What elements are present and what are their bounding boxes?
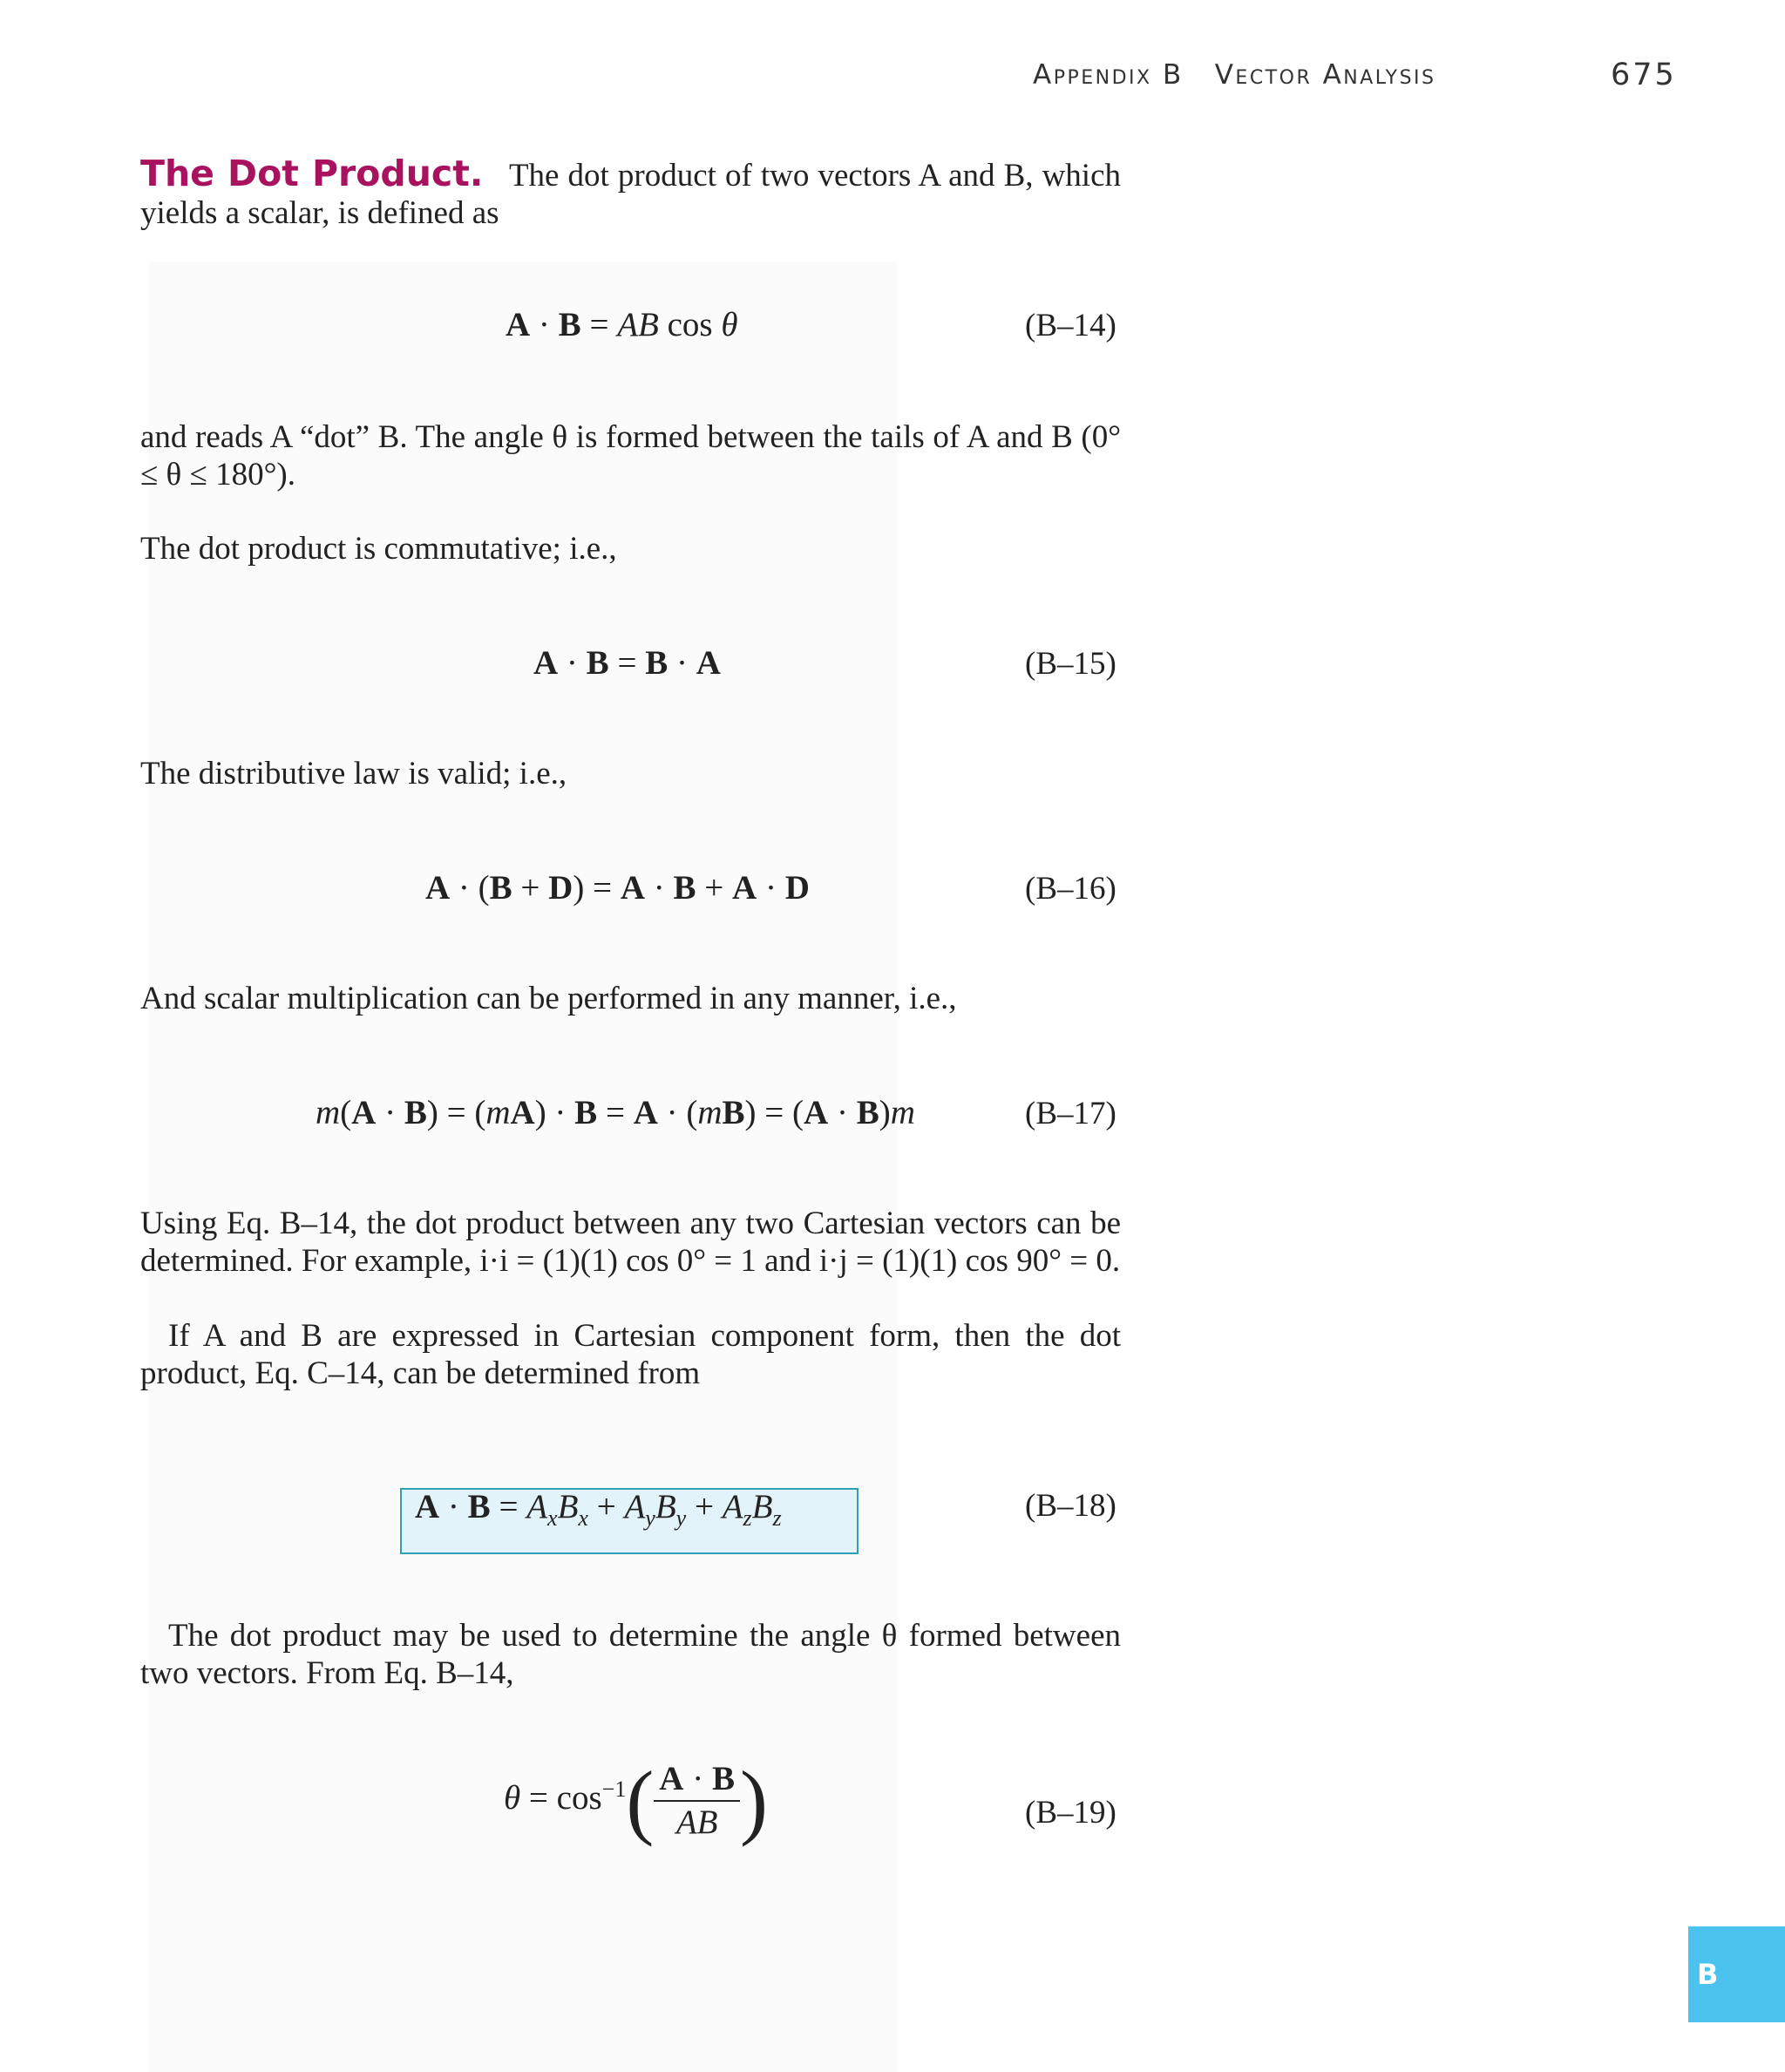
intro-text: The dot product of two vectors A and B, which yields a scalar, is defined as [140, 158, 1121, 231]
section-heading: The Dot Product. [140, 153, 484, 194]
appendix-tab [1688, 1926, 1785, 2022]
paragraph-commutative: The dot product is commutative; i.e., [140, 531, 617, 567]
paragraph-using: Using Eq. B–14, the dot product between any two Cartesian vectors can be determined. For example, i·i = (1)(1) cos 0° = 1 and i·j = (1)(1) cos 90° = 0. [140, 1206, 1121, 1279]
paragraph-if: If A and B are expressed in Cartesian component form, then the dot product, Eq. C–14, can be determined from [140, 1318, 1121, 1391]
equation-b15: A · B = B · A [533, 644, 721, 682]
equation-b19: $\theta = \cos^{-1}$( $\frac{A \cdot B}{AB}$ ) [504, 1754, 768, 1847]
equation-b14: A · B = AB cos θ [506, 306, 738, 343]
paragraph-reads: and reads A “dot” B. The angle θ is formed between the tails of A and B (0° ≤ θ ≤ 180°). [140, 419, 1121, 493]
paragraph-scalar: And scalar multiplication can be performed in any manner, i.e., [140, 981, 957, 1016]
intro-paragraph [140, 155, 1121, 232]
equation-b17: m(A · B) = (mA) · B = A · (mB) = (A · B)m [316, 1094, 915, 1131]
page-number: 675 [1611, 58, 1677, 92]
equation-b16: A · (B + D) = A · B + A · D [425, 869, 810, 907]
equation-number-b18: (B–18) [1025, 1488, 1116, 1524]
equation-number-b17: (B–17) [1025, 1096, 1116, 1131]
equation-number-b15: (B–15) [1025, 646, 1116, 682]
appendix-label: Appendix B [1033, 59, 1184, 91]
equation-number-b16: (B–16) [1025, 871, 1116, 907]
chapter-title: Vector Analysis [1214, 59, 1436, 91]
paragraph-distributive: The distributive law is valid; i.e., [140, 756, 567, 791]
appendix-tab-label: B [1697, 1958, 1719, 1991]
paragraph-angle: The dot product may be used to determine the angle θ formed between two vectors. From Eq. B–14, [140, 1618, 1121, 1691]
equation-number-b14: (B–14) [1025, 308, 1116, 343]
equation-b18: $A \cdot B = A_xB_x + A_yB_y + A_zB_z$ [415, 1488, 782, 1531]
running-head [1033, 59, 1436, 91]
equation-number-b19: (B–19) [1025, 1795, 1116, 1831]
